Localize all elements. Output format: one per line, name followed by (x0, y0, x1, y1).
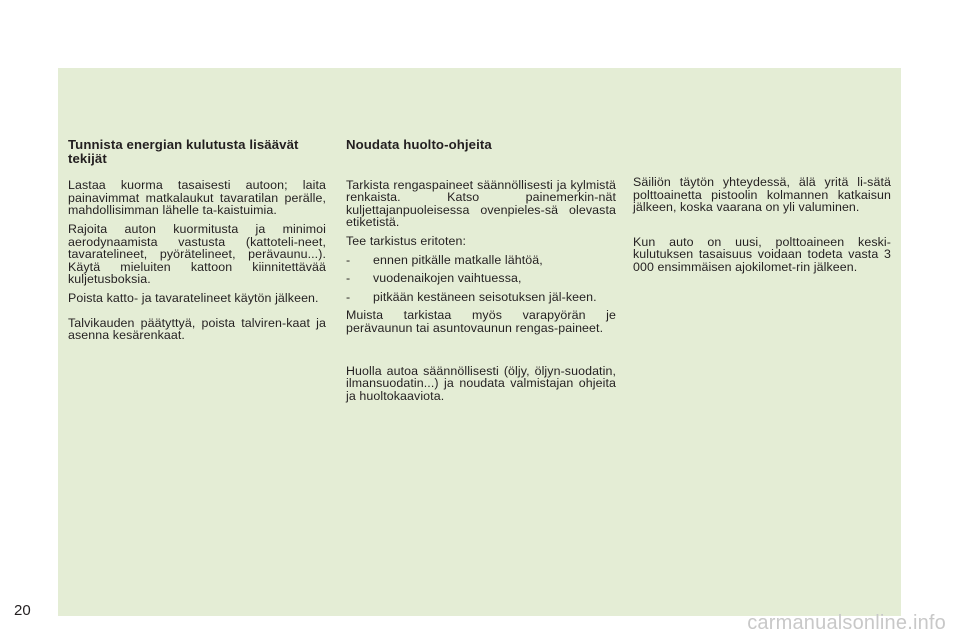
paragraph-service: Huolla autoa säännöllisesti (öljy, öljyn-suodatin, ilmansuodatin...) ja noudata valmistajan ohjeita ja huoltokaaviota. (346, 363, 616, 403)
paragraph-winter-tyres: Talvikauden päätyttyä, poista talviren-kaat ja asenna kesärenkaat. (68, 315, 326, 343)
paragraph-load-evenly: Lastaa kuorma tasaisesti autoon; laita painavimmat matkalaukut tavaratilan perälle, mahdollisimman lähelle ta-kaistuimia. (68, 178, 326, 218)
paragraph-check-when: Tee tarkistus eritoten: (346, 233, 467, 248)
middle-column (346, 138, 616, 408)
page-number: 20 (14, 602, 31, 619)
paragraph-refuelling: Säiliön täytön yhteydessä, älä yritä li-sätä polttoainetta pistoolin kolmannen katkaisun jälkeen, koska vaarana on yli valuminen. (633, 175, 891, 215)
paragraph-tyre-pressure: Tarkista rengaspaineet säännöllisesti ja kylmistä renkaista. Katso painemerkin-nät kuljettajanpuoleisessa ovenpieles-sä olevasta etiketistä. (346, 177, 616, 230)
content-panel (58, 68, 901, 616)
list-item: - vuodenaikojen vaihtuessa, (346, 271, 522, 286)
list-item: - pitkään kestäneen seisotuksen jäl-keen. (346, 289, 597, 304)
heading-maintenance: Noudata huolto-ohjeita (346, 137, 492, 152)
right-column (633, 176, 891, 280)
left-column (68, 138, 326, 348)
heading-energy-factors: Tunnista energian kulutusta lisäävät tekijät (68, 137, 299, 166)
check-list (346, 254, 616, 304)
watermark: carmanualsonline.info (747, 612, 946, 634)
paragraph-remove-racks: Poista katto- ja tavaratelineet käytön jälkeen. (68, 290, 319, 305)
paragraph-new-car: Kun auto on uusi, polttoaineen keski-kulutuksen tasaisuus voidaan todeta vasta 3 000 ensimmäisen ajokilomet-rin jälkeen. (633, 234, 891, 274)
list-dash: - (346, 289, 351, 304)
list-item: - ennen pitkälle matkalle lähtöä, (346, 252, 543, 267)
list-dash: - (346, 271, 351, 286)
list-dash: - (346, 252, 351, 267)
paragraph-limit-load: Rajoita auton kuormitusta ja minimoi aerodynaamista vastusta (kattoteli-neet, tavaratelineet, pyörätelineet, perävaunu...). Käytä mieluiten kattoon kiinnitettävää kuljetusboksia. (68, 221, 326, 287)
paragraph-spare-wheel: Muista tarkistaa myös varapyörän je perävaunun tai asuntovaunun rengas-paineet. (346, 308, 616, 335)
